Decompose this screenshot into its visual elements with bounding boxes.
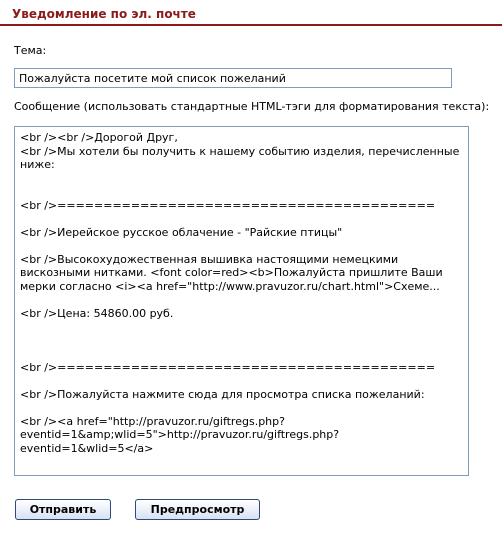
panel-header xyxy=(0,0,502,26)
subject-label: Тема: xyxy=(14,44,47,57)
preview-button[interactable]: Предпросмотр xyxy=(135,499,260,520)
panel-title: Уведомление по эл. почте xyxy=(12,7,196,21)
message-label: Сообщение (использовать стандартные HTML-тэги для форматирования текста): xyxy=(14,100,490,113)
subject-input[interactable] xyxy=(14,68,452,88)
send-button[interactable]: Отправить xyxy=(15,499,111,520)
message-textarea[interactable] xyxy=(14,126,469,476)
